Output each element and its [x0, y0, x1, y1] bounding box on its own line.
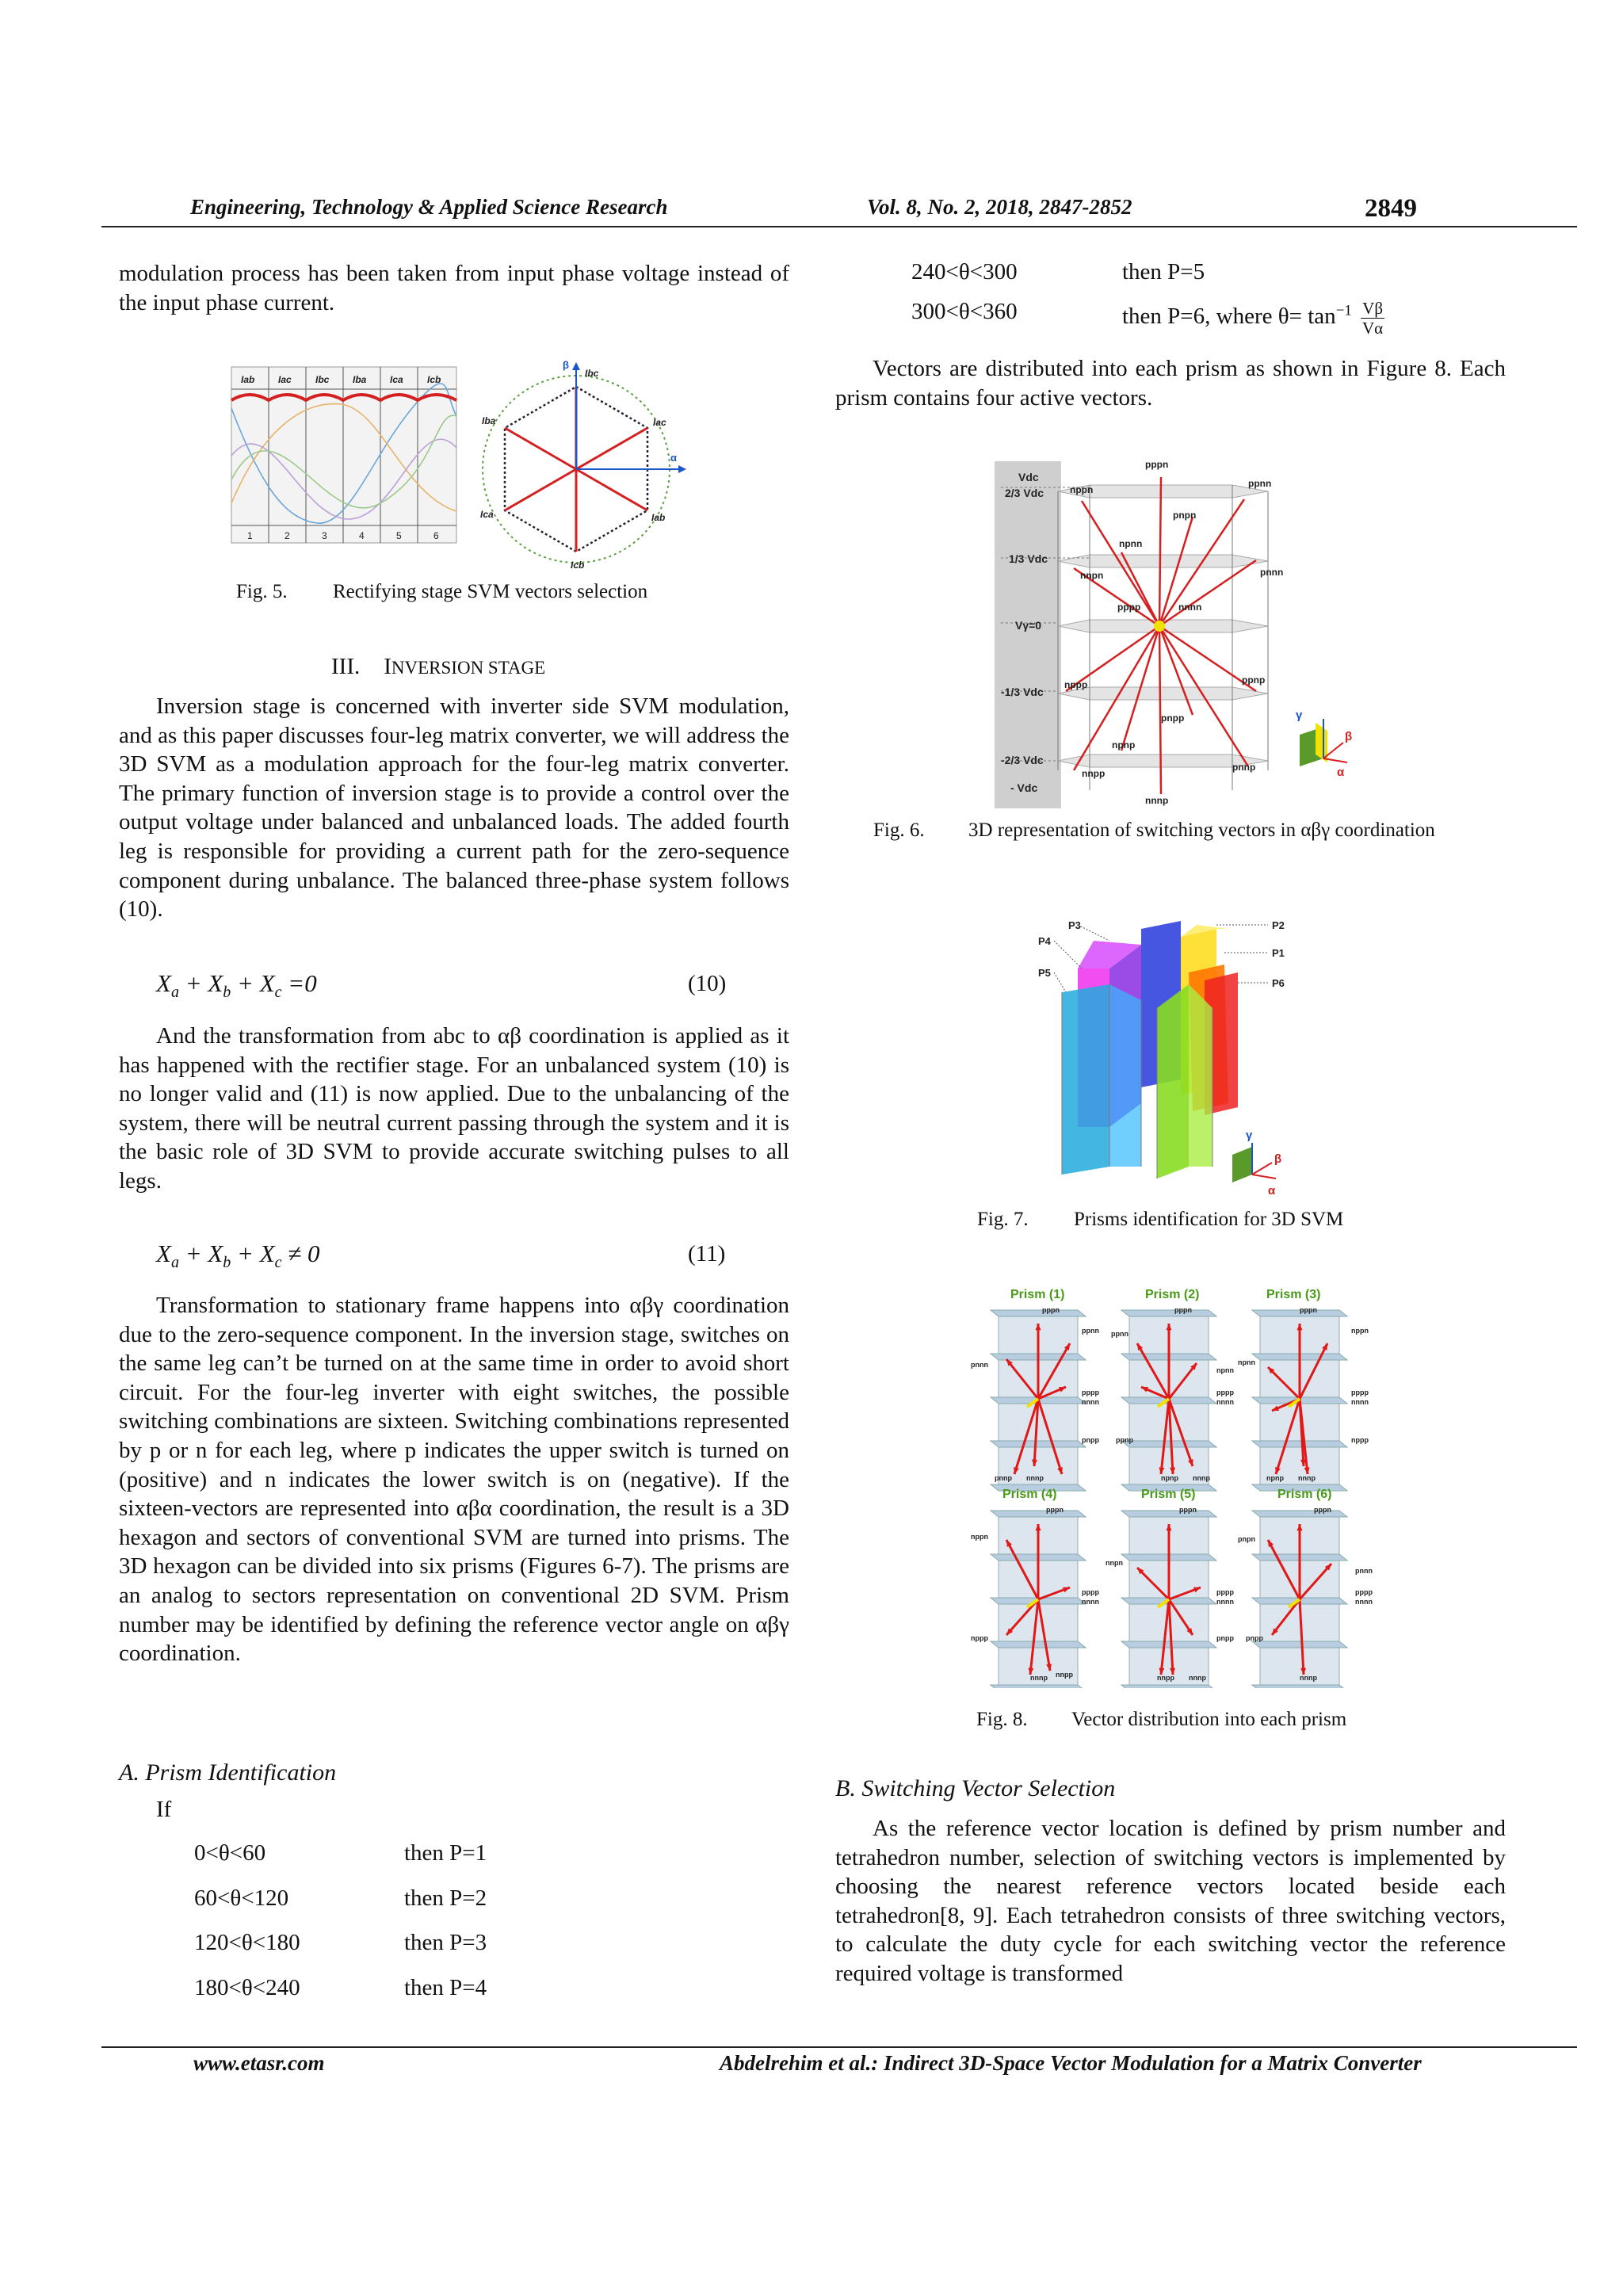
sector-6: 6: [433, 530, 439, 541]
fig8-caption-num: Fig. 8.: [976, 1709, 1028, 1730]
figure-7: [1030, 905, 1347, 1206]
section-heading: III. INVERSION STAGE: [331, 654, 546, 679]
figure-6: [995, 453, 1470, 810]
fig6-alpha-label: α: [1337, 766, 1345, 779]
equation-11-number: (11): [688, 1241, 726, 1266]
sector-5: 5: [396, 530, 402, 541]
inversion-paragraph-2: And the transformation from abc to αβ coordination is applied as it has happened with the rectifier stage. For an unbalanced system (10) is no longer valid and (11) is now applied. Due to the unbalancing of the system, there will be neutral current passing through the system and it is the basic role of 3D SVM to provide accurate switching pulses to all legs.: [119, 1023, 789, 1194]
vec-label: pppn: [1179, 1506, 1197, 1514]
label-icb: Icb: [427, 374, 441, 385]
vec-label: pppp: [1082, 1389, 1099, 1396]
prism-layer: [1121, 1641, 1216, 1648]
condition-1: 0<θ<60: [194, 1840, 266, 1866]
journal-name: Engineering, Technology & Applied Science Research: [190, 195, 668, 219]
vec-label: nnnn: [1082, 1598, 1099, 1606]
prism-layer: [991, 1511, 1086, 1517]
vec-label: pppn: [1174, 1306, 1192, 1314]
prism-label-p5: P5: [1038, 967, 1051, 979]
prism-5-title: Prism (5): [1141, 1488, 1196, 1501]
vec-label: nppn: [1351, 1327, 1369, 1335]
vec-label: ppnp: [1116, 1436, 1133, 1444]
level-neg-1-3-vdc: -1/3 Vdc: [1001, 686, 1044, 698]
vec-label: ppnp: [1242, 674, 1266, 686]
vec-label: pppp: [1216, 1389, 1234, 1396]
footer-site: www.etasr.com: [193, 2051, 325, 2075]
vec-label: pnpp: [1161, 712, 1185, 724]
vec-label: npnn: [1238, 1358, 1255, 1366]
vec-label: nnnn: [1216, 1598, 1234, 1606]
hex-label-iac: Iac: [653, 417, 666, 428]
sector-2: 2: [285, 530, 290, 541]
prism-4-title: Prism (4): [1002, 1488, 1057, 1501]
vec-label: npnp: [1266, 1474, 1284, 1482]
subsection-b-heading: B. Switching Vector Selection: [835, 1775, 1116, 1801]
vec-label: pnnn: [1260, 567, 1284, 578]
figure-8: [967, 1284, 1411, 1688]
level-2-3-vdc: 2/3 Vdc: [1005, 487, 1044, 499]
prism-layer: [991, 1310, 1086, 1316]
prism-label-p3: P3: [1068, 919, 1081, 931]
vec-label: ppnn: [1082, 1327, 1099, 1335]
volume-info: Vol. 8, No. 2, 2018, 2847-2852: [867, 195, 1132, 219]
vec-label: pnpp: [1082, 1436, 1099, 1444]
fig7-alpha-label: α: [1268, 1184, 1276, 1198]
prism-layer: [1252, 1685, 1347, 1688]
prism-1-title: Prism (1): [1010, 1288, 1065, 1301]
vec-label: pnpn: [1173, 510, 1197, 521]
vec-label: nnpp: [1082, 768, 1106, 779]
vec-label: pppn: [1314, 1506, 1331, 1514]
prism-layer: [1121, 1685, 1216, 1688]
vec-label: nppp: [971, 1634, 988, 1642]
prism-layer: [1121, 1310, 1216, 1316]
header-rule: [101, 226, 1577, 227]
condition-3: 120<θ<180: [194, 1930, 300, 1955]
prism-layer: [991, 1641, 1086, 1648]
vec-label: nnnp: [1298, 1474, 1316, 1482]
sector-3: 3: [322, 530, 327, 541]
vec-label: ppnn: [1111, 1330, 1128, 1338]
vec-label: npnp: [1112, 739, 1136, 751]
vec-label: nnnn: [1216, 1398, 1234, 1406]
vec-label: nnnn: [1355, 1598, 1373, 1606]
equation-10-number: (10): [688, 971, 727, 996]
vec-label: nnnp: [1193, 1474, 1210, 1482]
fig7-caption: Prisms identification for 3D SVM: [1074, 1209, 1344, 1230]
hex-label-iab: Iab: [651, 512, 666, 523]
subsection-a-heading: A. Prism Identification: [119, 1759, 337, 1786]
equation-11: $X_a + X_b + X_c \ne 0$: [156, 1240, 320, 1272]
level-vdc: Vdc: [1018, 471, 1039, 483]
switching-paragraph: As the reference vector location is defined by prism number and tetrahedron number, selection of switching vectors is implemented by choosing the nearest reference vectors located beside each tetrahedron[8, 9]. Each tetrahedron consists of three switching vectors, to calculate the duty cycle for each switching vector the reference required voltage is transformed: [835, 1816, 1506, 1986]
vec-label: pppp: [1117, 602, 1141, 613]
prism-3-title: Prism (3): [1266, 1288, 1321, 1301]
inversion-paragraph-3: Transformation to stationary frame happens into αβγ coordination due to the zero-sequence component. In the inversion stage, switches on the same leg can’t be turned on at the same time in order to avoid short circuit. For the four-leg inverter with eight switches, the possible switching combinations are sixteen. Switching combinations represented by p or n for each leg, where p indicates the upper switch is turned on (positive) and n indicates the lower switch is on (negative). If the sixteen-vectors are represented into αβα coordination, the result is a 3D hexagon and sectors of conventional SVM are turned into prisms. The 3D hexagon can be divided into six prisms (Figures 6-7). The prisms are an analog to sectors representation on conventional 2D SVM. Prism number may be identified by defining the reference vector angle on αβγ coordination.: [119, 1293, 789, 1667]
vec-label: pppn: [1046, 1506, 1064, 1514]
condition-2-result: then P=2: [404, 1885, 487, 1911]
fig6-caption: 3D representation of switching vectors in αβγ coordination: [968, 819, 1435, 841]
vec-label: nnpn: [1106, 1559, 1123, 1567]
label-ica: Ica: [390, 374, 403, 385]
fig6-beta-label: β: [1345, 730, 1353, 743]
vec-label: nnnp: [1145, 795, 1169, 806]
vec-label: pppn: [1300, 1306, 1317, 1314]
vec-label: nppn: [1070, 484, 1094, 495]
sector-1: 1: [247, 530, 253, 541]
vec-label: pppp: [1355, 1588, 1373, 1596]
vec-label: pnpp: [1246, 1634, 1263, 1642]
vectors-paragraph: Vectors are distributed into each prism as shown in Figure 8. Each prism contains four active vectors.: [835, 356, 1506, 411]
beta-axis-label: β: [563, 361, 569, 371]
prism-layer: [1121, 1511, 1216, 1517]
prism-6-title: Prism (6): [1277, 1488, 1332, 1501]
hex-label-iba: Iba: [482, 415, 496, 426]
condition-5: 240<θ<300: [911, 259, 1018, 285]
vec-label: nnnn: [1178, 602, 1202, 613]
fig6-caption-num: Fig. 6.: [873, 819, 925, 841]
vec-label: nnnn: [1082, 1398, 1099, 1406]
sector-4: 4: [359, 530, 365, 541]
intro-paragraph: modulation process has been taken from input phase voltage instead of the input phase current.: [119, 261, 789, 315]
condition-6-result: then P=6, where $\theta= \tan^{-1}$ $\frac{V\beta}{V\alpha}$: [1122, 299, 1384, 338]
level-neg-vdc: - Vdc: [1010, 781, 1038, 794]
vec-label: pppn: [1042, 1306, 1060, 1314]
condition-4: 180<θ<240: [194, 1975, 300, 2000]
vec-label: nnnp: [1026, 1474, 1044, 1482]
vec-label: pnnn: [971, 1361, 988, 1369]
vec-label: nnnp: [1189, 1674, 1206, 1682]
alpha-axis-label: α: [670, 452, 677, 464]
vec-label: pnnp: [995, 1474, 1012, 1482]
condition-6: 300<θ<360: [911, 299, 1018, 324]
inversion-paragraph-1: Inversion stage is concerned with inverter side SVM modulation, and as this paper discusses four-leg matrix converter, we will address the 3D SVM as a modulation approach for the four-leg matrix converter. The primary function of inversion stage is to provide a control over the output voltage under balanced and unbalanced loads. The added fourth leg is responsible for providing a current path for the zero-sequence component during unbalance. The balanced three-phase system follows (10).: [119, 693, 789, 923]
label-iac: Iac: [278, 374, 292, 385]
vec-label: nppn: [971, 1533, 988, 1541]
prism-label-p2: P2: [1272, 919, 1285, 931]
vec-label: nnpp: [1056, 1671, 1073, 1679]
hex-label-ica: Ica: [480, 509, 494, 520]
fig5-caption-num: Fig. 5.: [236, 581, 288, 602]
hex-label-icb: Icb: [571, 560, 585, 571]
condition-5-result: then P=5: [1122, 259, 1205, 285]
vec-label: pnnp: [1232, 762, 1256, 773]
vec-label: nnnp: [1030, 1674, 1048, 1682]
prism-layer: [1121, 1441, 1216, 1447]
equation-10: $X_a + X_b + X_c =0$: [156, 969, 317, 1002]
condition-2: 60<θ<120: [194, 1885, 289, 1911]
prism-layer: [1252, 1441, 1347, 1447]
prism-2-title: Prism (2): [1145, 1288, 1200, 1301]
vec-label: pnnn: [1355, 1567, 1373, 1575]
condition-4-result: then P=4: [404, 1975, 487, 2000]
figure-5: [230, 361, 689, 573]
fig6-gamma-label: γ: [1296, 709, 1303, 722]
label-ibc: Ibc: [315, 374, 330, 385]
label-iba: Iba: [353, 374, 367, 385]
prism-label-p1: P1: [1272, 947, 1285, 959]
vec-label: pppp: [1216, 1588, 1234, 1596]
vec-label: pnpn: [1238, 1535, 1255, 1543]
fig5-caption: Rectifying stage SVM vectors selection: [333, 581, 648, 602]
vec-label: nnnn: [1351, 1398, 1369, 1406]
prism-layer: [1252, 1641, 1347, 1648]
vec-label: npnp: [1161, 1474, 1178, 1482]
footer-citation: Abdelrehim et al.: Indirect 3D-Space Vector Modulation for a Matrix Converter: [720, 2051, 1422, 2075]
vec-label: npnn: [1119, 538, 1143, 549]
prism-label-p6: P6: [1272, 977, 1285, 989]
prism-label-p4: P4: [1038, 935, 1051, 947]
hex-label-ibc: Ibc: [585, 368, 599, 379]
prism-layer: [1252, 1511, 1347, 1517]
fig7-gamma-label: γ: [1246, 1129, 1253, 1142]
condition-1-result: then P=1: [404, 1840, 487, 1866]
vec-label: nnpp: [1157, 1674, 1174, 1682]
vec-label: pppp: [1082, 1588, 1099, 1596]
vec-label: pnpp: [1216, 1634, 1234, 1642]
fig7-caption-num: Fig. 7.: [977, 1209, 1029, 1230]
condition-3-result: then P=3: [404, 1930, 487, 1955]
fig7-beta-label: β: [1274, 1152, 1282, 1166]
vec-label: npnn: [1216, 1366, 1234, 1374]
prism-layer: [991, 1441, 1086, 1447]
vec-label: pppp: [1351, 1389, 1369, 1396]
vec-label: nnpn: [1080, 570, 1104, 581]
footer-rule: [101, 2046, 1577, 2048]
vec-label: ppnn: [1248, 478, 1272, 489]
vec-label: nnnp: [1300, 1674, 1317, 1682]
vec-label: pppn: [1145, 459, 1169, 470]
vec-label: nppp: [1064, 679, 1088, 690]
label-iab: Iab: [241, 374, 255, 385]
level-neg-2-3-vdc: -2/3 Vdc: [1001, 754, 1044, 766]
if-label: If: [156, 1797, 172, 1822]
vec-label: nppp: [1351, 1436, 1369, 1444]
fig8-caption: Vector distribution into each prism: [1071, 1709, 1347, 1730]
prism-layer: [991, 1685, 1086, 1688]
level-zero: Vγ=0: [1015, 619, 1042, 632]
level-1-3-vdc: 1/3 Vdc: [1009, 552, 1048, 565]
page-number: 2849: [1365, 194, 1417, 223]
